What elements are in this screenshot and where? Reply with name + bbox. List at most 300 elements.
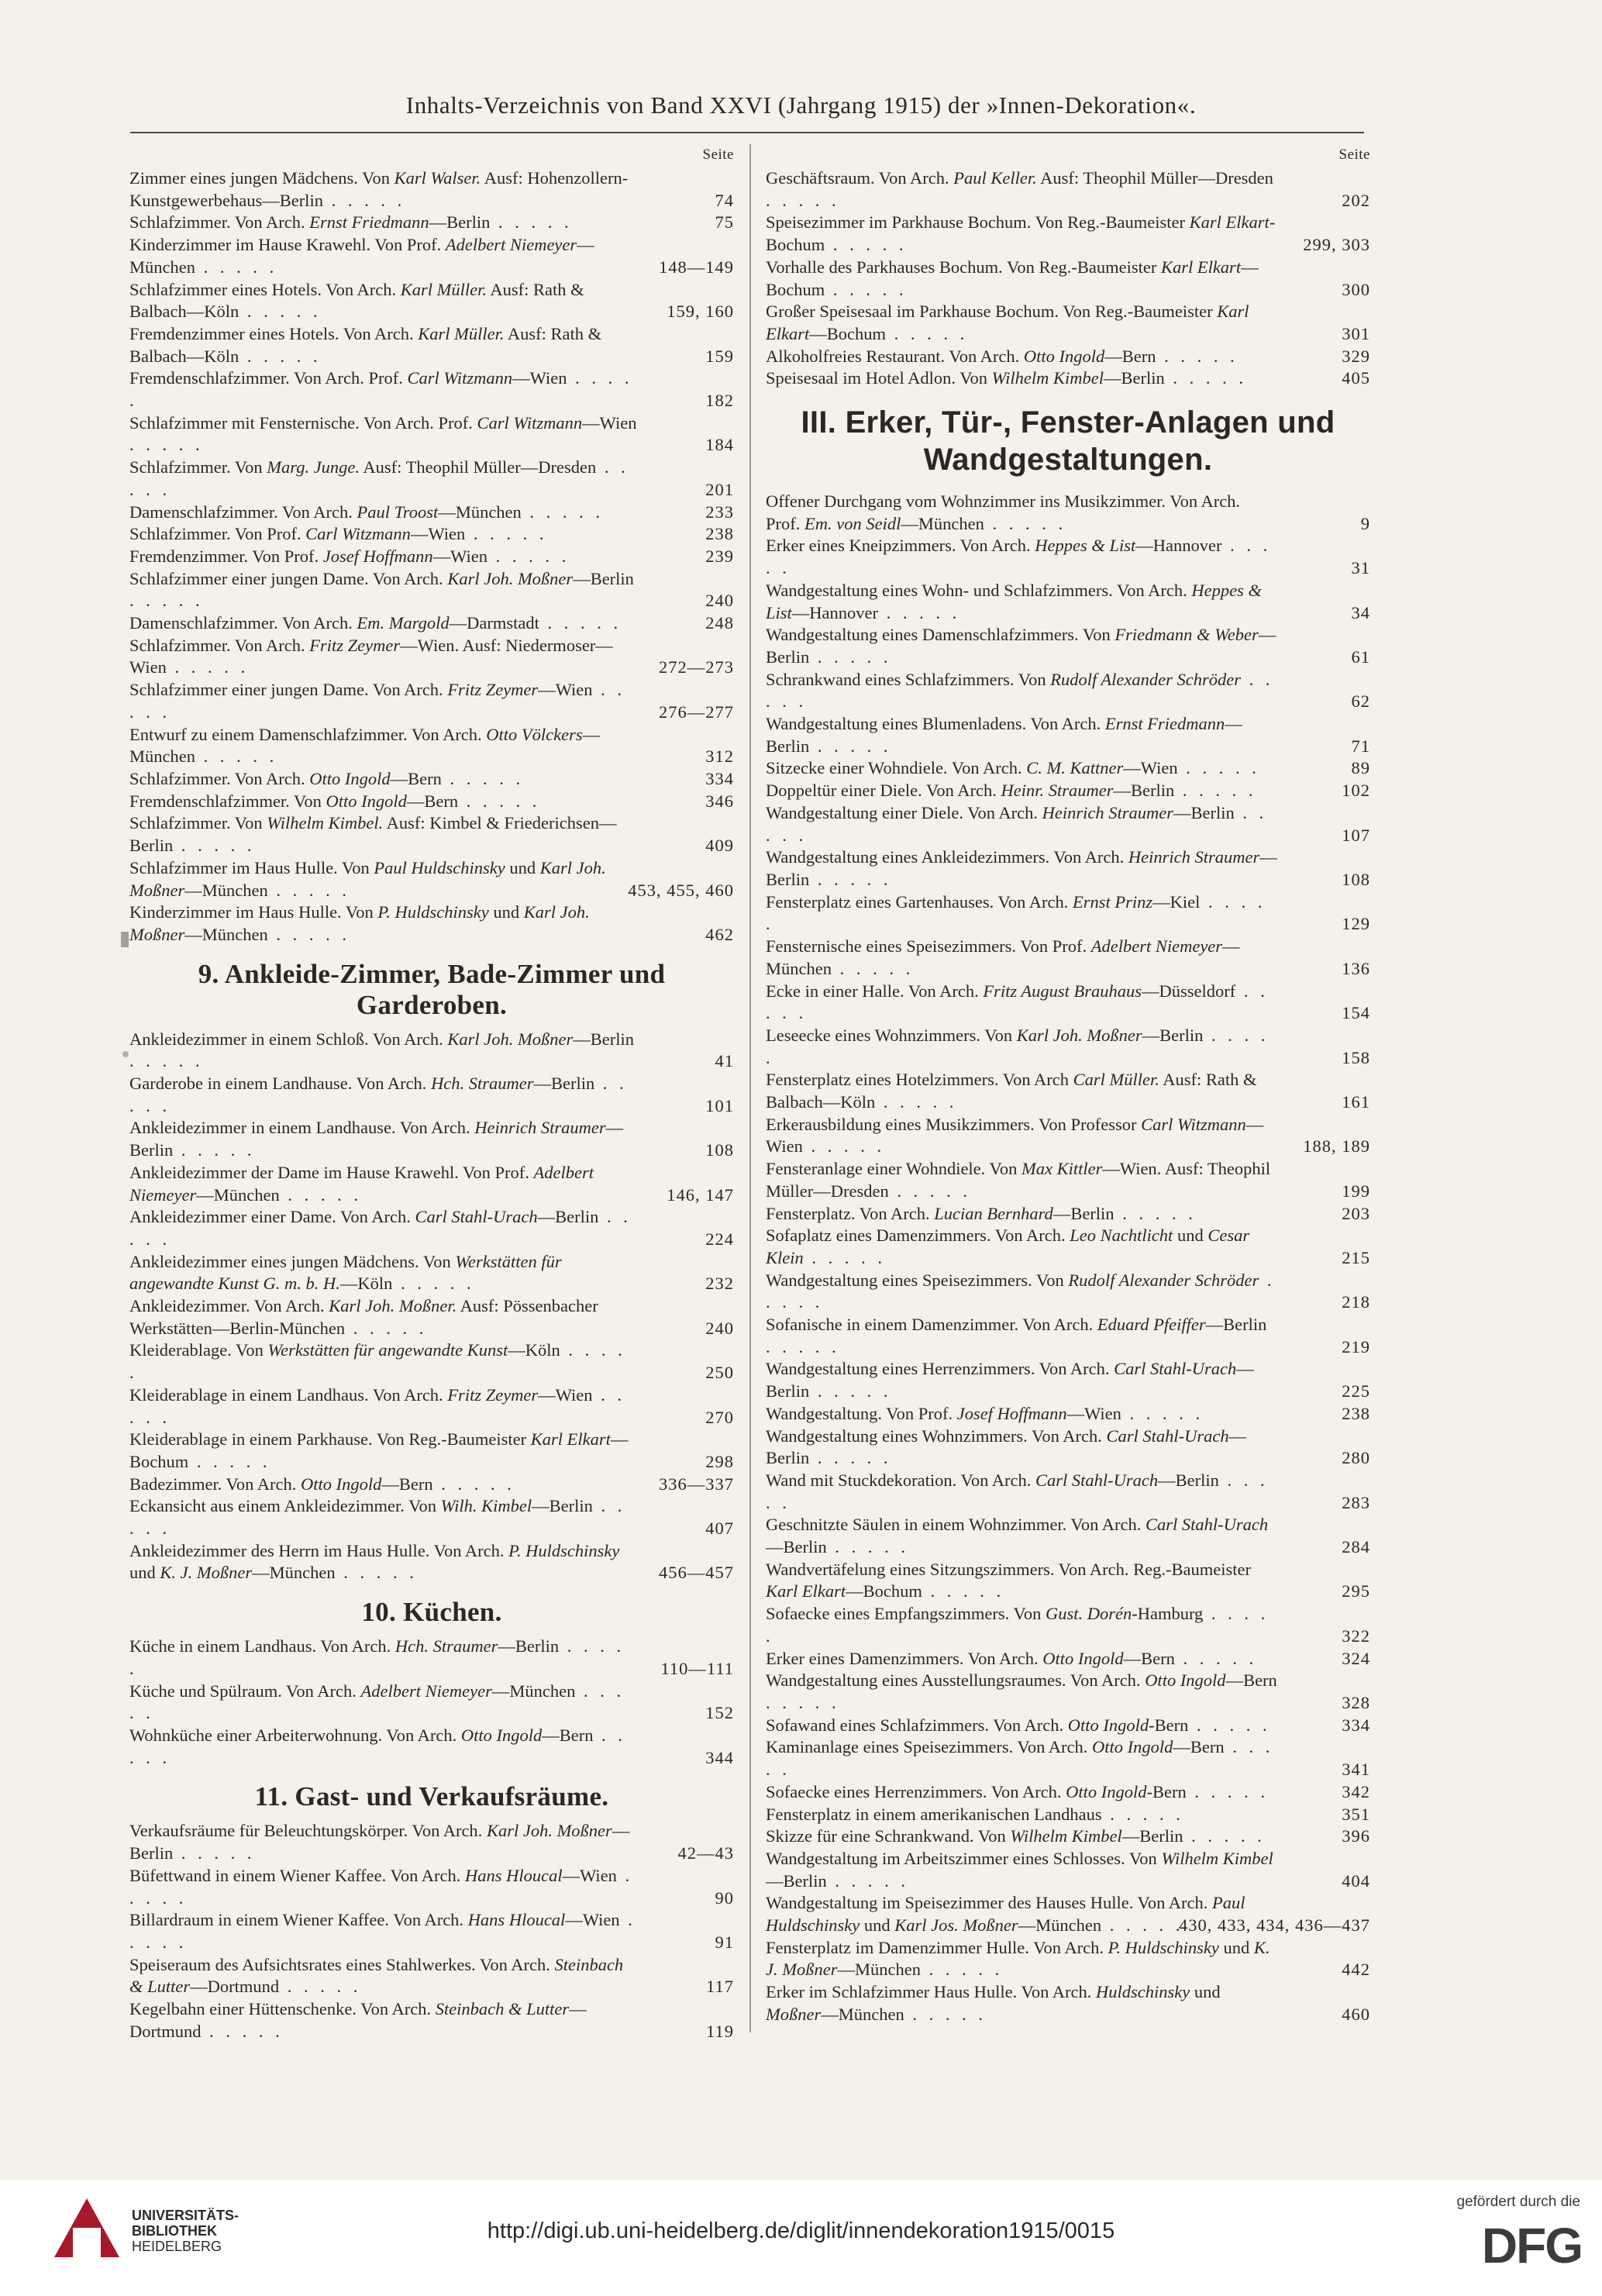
margin-dot <box>122 1051 129 1057</box>
entry-title: Ankleidezimmer eines jungen Mädchens. Von Werkstätten für angewandte Kunst G. m. b. H.—Köln <box>129 1251 562 1294</box>
entry-list <box>766 167 1370 390</box>
index-entry <box>766 1270 1370 1314</box>
entry-leader-dots: . . . . . <box>1156 346 1239 366</box>
entry-page-number: 301 <box>1342 323 1370 343</box>
index-entry <box>129 1909 734 1953</box>
entry-title: Fremdenschlafzimmer. Von Arch. Prof. Carl Witzmann—Wien <box>129 368 567 388</box>
index-entry <box>129 768 734 791</box>
entry-list <box>766 491 1370 2026</box>
entry-leader-dots: . . . . . <box>1164 368 1248 388</box>
index-entry <box>766 1559 1370 1603</box>
index-entry <box>129 1474 734 1496</box>
entry-title: Schlafzimmer eines Hotels. Von Arch. Karl Müller. Ausf: Rath & Balbach—Köln <box>129 279 584 322</box>
index-entry <box>129 412 734 457</box>
entry-leader-dots: . . . . . <box>239 302 322 322</box>
entry-leader-dots: . . . . . <box>345 1318 428 1338</box>
entry-page-number: 240 <box>705 591 734 611</box>
sponsor-text: gefördert durch die <box>1456 2194 1580 2210</box>
entry-page-number: 136 <box>1342 958 1370 978</box>
entry-page-number: 405 <box>1342 368 1370 388</box>
entry-leader-dots: . . . . . <box>766 190 840 210</box>
entry-title: Garderobe in einem Landhause. Von Arch. Hch. Straumer—Berlin <box>129 1074 595 1094</box>
entry-title: Fensterplatz eines Gartenhauses. Von Arch. Ernst Prinz—Kiel <box>766 891 1201 912</box>
entry-leader-dots: . . . . . <box>129 591 204 611</box>
entry-page-number: 324 <box>1342 1648 1370 1668</box>
entry-page-number: 238 <box>1342 1403 1370 1423</box>
entry-title: Billardraum in einem Wiener Kaffee. Von Arch. Hans Hloucal—Wien <box>129 1910 620 1930</box>
entry-leader-dots: . . . . . <box>173 836 256 856</box>
entry-title: Großer Speisesaal im Parkhause Bochum. Von Reg.-Baumeister Karl Elkart—Bochum <box>766 302 1249 343</box>
header-rule <box>130 132 1364 133</box>
entry-title: Speiseraum des Aufsichtsrates eines Stahlwerkes. Von Arch. Steinbach & Lutter—Dortmund <box>129 1954 624 1997</box>
entry-page-number: 31 <box>1351 558 1370 578</box>
index-entry <box>129 167 734 212</box>
entry-page-number: 341 <box>1342 1760 1370 1780</box>
section-heading-9: 9. Ankleide-Zimmer, Bade-Zimmer und Garderoben. <box>198 958 666 1020</box>
entry-leader-dots: . . . . . <box>766 669 1274 712</box>
entry-page-number: 129 <box>1342 914 1370 934</box>
entry-title: Küche in einem Landhaus. Von Arch. Hch. Straumer—Berlin <box>129 1636 560 1656</box>
entry-leader-dots: . . . . . <box>490 212 573 233</box>
index-entry <box>766 669 1370 713</box>
entry-title: Wandgestaltung im Arbeitszimmer eines Schlosses. Von Wilhelm Kimbel—Berlin <box>766 1848 1273 1891</box>
entry-title: Wandgestaltung eines Damenschlafzimmers. Von Friedmann & Weber—Berlin <box>766 625 1276 667</box>
entry-title: Ankleidezimmer in einem Schloß. Von Arch. Karl Joh. Moßner—Berlin <box>129 1029 634 1049</box>
entry-title: Schlafzimmer. Von Wilhelm Kimbel. Ausf: Kimbel & Friederichsen—Berlin <box>129 813 617 856</box>
entry-page-number: 342 <box>1342 1781 1370 1801</box>
index-entry <box>766 491 1370 535</box>
index-entry <box>766 1358 1370 1402</box>
index-entry <box>766 1981 1370 2025</box>
seite-label: Seite <box>702 147 734 163</box>
entry-title: Sitzecke einer Wohndiele. Von Arch. C. M. Kattner—Wien <box>766 758 1178 778</box>
entry-title: Doppeltür einer Diele. Von Arch. Heinr. Straumer—Berlin <box>766 781 1175 801</box>
entry-leader-dots: . . . . . <box>1101 1804 1184 1824</box>
index-entry <box>766 1114 1370 1158</box>
entry-leader-dots: . . . . . <box>766 1270 1276 1312</box>
entry-title: Büfettwand in einem Wiener Kaffee. Von Arch. Hans Hloucal—Wien <box>129 1865 617 1885</box>
index-entry <box>766 167 1370 212</box>
index-entry <box>129 1339 734 1384</box>
entry-title: Schlafzimmer einer jungen Dame. Von Arch. Fritz Zeymer—Wien <box>129 680 593 700</box>
index-entry <box>129 679 734 723</box>
entry-page-number: 152 <box>705 1703 734 1723</box>
entry-page-number: 248 <box>705 613 734 633</box>
entry-title: Alkoholfreies Restaurant. Von Arch. Otto Ingold—Bern <box>766 346 1156 366</box>
index-entry <box>766 1403 1370 1426</box>
entry-page-number: 61 <box>1351 646 1370 667</box>
entry-leader-dots: . . . . . <box>809 869 892 889</box>
entry-page-number: 119 <box>706 2021 734 2041</box>
entry-title: Wandgestaltung eines Herrenzimmers. Von Arch. Carl Stahl-Urach—Berlin <box>766 1359 1254 1401</box>
entry-title: Sofawand eines Schlafzimmers. Von Arch. Otto Ingold-Bern <box>766 1715 1189 1735</box>
entry-leader-dots: . . . . . <box>195 257 278 277</box>
entry-page-number: 344 <box>705 1747 734 1767</box>
entry-leader-dots: . . . . . <box>129 1074 628 1115</box>
footer-bar <box>0 2180 1602 2296</box>
entry-title: Offener Durchgang vom Wohnzimmer ins Musikzimmer. Von Arch. Prof. Em. von Seidl—München <box>766 491 1241 533</box>
entry-leader-dots: . . . . . <box>766 1336 840 1357</box>
index-entry <box>129 1954 734 1998</box>
entry-title: Wandgestaltung eines Speisezimmers. Von Rudolf Alexander Schröder <box>766 1270 1259 1290</box>
column-divider <box>749 144 751 2032</box>
entry-leader-dots: . . . . . <box>188 1451 271 1471</box>
index-entry <box>766 1715 1370 1737</box>
entry-title: Wand mit Stuckdekoration. Von Arch. Carl Stahl-Urach—Berlin <box>766 1470 1219 1490</box>
entry-title: Schlafzimmer im Haus Hulle. Von Paul Huldschinsky und Karl Joh. Moßner—München <box>129 857 606 900</box>
entry-page-number: 329 <box>1342 346 1370 366</box>
entry-leader-dots: . . . . . <box>766 1604 1270 1646</box>
entry-leader-dots: . . . . . <box>173 1843 256 1863</box>
index-entry <box>766 257 1370 301</box>
entry-title: Kleiderablage. Von Werkstätten für angewandte Kunst—Köln <box>129 1340 560 1360</box>
entry-leader-dots: . . . . . <box>129 1681 625 1723</box>
entry-page-number: 107 <box>1342 825 1370 845</box>
entry-page-number: 9 <box>1360 513 1370 533</box>
entry-title: Damenschlafzimmer. Von Arch. Em. Margold—Darmstadt <box>129 613 539 633</box>
index-entry <box>766 713 1370 757</box>
entry-page-number: 460 <box>1342 2004 1370 2024</box>
entry-page-number: 158 <box>1342 1047 1370 1067</box>
entry-leader-dots: . . . . . <box>1121 1403 1204 1423</box>
entry-title: Schlafzimmer. Von Marg. Junge. Ausf: Theophil Müller—Dresden <box>129 457 597 477</box>
index-entry <box>766 301 1370 345</box>
entry-leader-dots: . . . . . <box>766 1693 840 1712</box>
entry-title: Eckansicht aus einem Ankleidezimmer. Von Wilh. Kimbel—Berlin <box>129 1496 593 1516</box>
entry-leader-dots: . . . . . <box>195 746 278 767</box>
section-heading-10: 10. Küchen. <box>361 1597 502 1628</box>
entry-leader-dots: . . . . . <box>809 1381 892 1401</box>
index-entry <box>766 346 1370 368</box>
entry-title: Wandgestaltung im Speisezimmer des Hauses Hulle. Von Arch. Paul Huldschinsky und Karl Jos. Moßner—München <box>766 1893 1245 1936</box>
entry-title: Kinderzimmer im Hause Krawehl. Von Prof. Adelbert Niemeyer—München <box>129 235 594 277</box>
index-entry <box>766 1892 1370 1936</box>
entry-page-number: 71 <box>1351 736 1370 756</box>
entry-title: Wandgestaltung eines Wohnzimmers. Von Arch. Carl Stahl-Urach—Berlin <box>766 1426 1247 1468</box>
entry-page-number: 215 <box>1342 1247 1370 1267</box>
page-title: Inhalts-Verzeichnis von Band XXVI (Jahrgang 1915) der »Innen-Dekoration«. <box>405 91 1197 119</box>
entry-leader-dots: . . . . . <box>802 1136 886 1157</box>
entry-title: Ankleidezimmer des Herrn im Haus Hulle. Von Arch. P. Huldschinsky und K. J. Moßner—München <box>129 1540 620 1583</box>
entry-leader-dots: . . . . . <box>1183 1826 1266 1846</box>
index-entry <box>766 1426 1370 1470</box>
entry-leader-dots: . . . . . <box>803 1247 886 1267</box>
index-entry <box>129 1251 734 1295</box>
entry-title: Fremdenzimmer. Von Prof. Josef Hoffmann—Wien <box>129 546 487 566</box>
index-entry <box>766 1736 1370 1781</box>
entry-page-number: 219 <box>1342 1336 1370 1357</box>
right-column <box>766 146 1370 2026</box>
entry-leader-dots: . . . . . <box>1174 781 1257 801</box>
entry-leader-dots: . . . . . <box>809 646 892 667</box>
entry-leader-dots: . . . . . <box>129 435 204 455</box>
entry-title: Erker eines Kneipzimmers. Von Arch. Heppes & List—Hannover <box>766 536 1222 556</box>
entry-title: Wandgestaltung eines Ankleidezimmers. Von Arch. Heinrich Straumer—Berlin <box>766 847 1277 889</box>
entry-page-number: 201 <box>705 479 734 499</box>
entry-title: Leseecke eines Wohnzimmers. Von Karl Joh. Moßner—Berlin <box>766 1025 1204 1045</box>
entry-title: Wandgestaltung. Von Prof. Josef Hoffmann—Wien <box>766 1403 1121 1423</box>
entry-page-number: 89 <box>1351 758 1370 778</box>
index-entry <box>129 857 734 902</box>
entry-leader-dots: . . . . . <box>129 1496 626 1539</box>
entry-page-number: 41 <box>715 1051 734 1071</box>
entry-title: Schlafzimmer. Von Prof. Carl Witzmann—Wien <box>129 524 466 544</box>
entry-page-number: 299, 303 <box>1303 235 1370 255</box>
entry-title: Sofaecke eines Empfangszimmers. Von Gust. Dorén-Hamburg <box>766 1604 1204 1624</box>
entry-leader-dots: . . . . . <box>129 368 633 411</box>
entry-leader-dots: . . . . . <box>766 1025 1270 1067</box>
entry-leader-dots: . . . . . <box>539 613 622 633</box>
index-entry <box>766 1937 1370 1981</box>
entry-title: Badezimmer. Von Arch. Otto Ingold—Bern <box>129 1474 433 1494</box>
entry-page-number: 90 <box>715 1887 734 1908</box>
entry-leader-dots: . . . . . <box>392 1274 475 1294</box>
entry-leader-dots: . . . . . <box>166 657 250 677</box>
entry-page-number: 351 <box>1342 1804 1370 1824</box>
index-entry <box>129 1162 734 1206</box>
entry-title: Entwurf zu einem Damenschlafzimmer. Von Arch. Otto Völckers—München <box>129 724 601 767</box>
entry-leader-dots: . . . . . <box>826 1537 909 1557</box>
entry-leader-dots: . . . . . <box>432 1474 515 1494</box>
entry-title: Schrankwand eines Schlafzimmers. Von Rudolf Alexander Schröder <box>766 669 1242 689</box>
entry-title: Vorhalle des Parkhauses Bochum. Von Reg.-Baumeister Karl Elkart—Bochum <box>766 257 1259 299</box>
index-entry <box>766 1025 1370 1069</box>
entry-title: Fremdenzimmer eines Hotels. Von Arch. Karl Müller. Ausf: Rath & Balbach—Köln <box>129 323 602 366</box>
index-entry <box>766 780 1370 802</box>
entry-leader-dots: . . . . . <box>129 1865 634 1908</box>
library-name-line: UNIVERSITÄTS- <box>132 2208 239 2223</box>
entry-leader-dots: . . . . . <box>1177 758 1260 778</box>
entry-leader-dots: . . . . . <box>279 1184 362 1205</box>
entry-title: Wohnküche einer Arbeiterwohnung. Von Arch. Otto Ingold—Bern <box>129 1725 594 1745</box>
index-entry <box>766 580 1370 624</box>
entry-page-number: 161 <box>1342 1092 1370 1112</box>
entry-title: Damenschlafzimmer. Von Arch. Paul Troost—München <box>129 502 522 522</box>
index-entry <box>766 757 1370 780</box>
entry-page-number: 312 <box>705 746 734 767</box>
entry-page-number: 298 <box>705 1451 734 1471</box>
entry-page-number: 159 <box>705 346 734 366</box>
entry-page-number: 218 <box>1342 1292 1370 1312</box>
entry-page-number: 224 <box>705 1229 734 1249</box>
index-entry <box>129 1495 734 1539</box>
index-entry <box>766 1804 1370 1826</box>
index-entry <box>129 1725 734 1769</box>
left-column <box>129 146 734 2043</box>
entry-page-number: 239 <box>705 546 734 566</box>
index-entry <box>129 1384 734 1429</box>
entry-page-number: 199 <box>1342 1181 1370 1201</box>
entry-leader-dots: . . . . . <box>888 1181 971 1201</box>
entry-page-number: 62 <box>1351 691 1370 712</box>
entry-leader-dots: . . . . . <box>441 768 525 788</box>
entry-leader-dots: . . . . . <box>920 1960 1004 1980</box>
entry-title: Speisezimmer im Parkhause Bochum. Von Reg.-Baumeister Karl Elkart-Bochum <box>766 212 1276 255</box>
entry-leader-dots: . . . . . <box>267 880 350 900</box>
entry-page-number: 430, 433, 434, 436—437 <box>1179 1915 1370 1936</box>
entry-leader-dots: . . . . . <box>129 1725 627 1767</box>
entry-leader-dots: . . . . . <box>825 235 908 255</box>
section-heading-III: III. Erker, Tür-, Fenster-Anlagen und Wandgestaltungen. <box>801 405 1335 477</box>
entry-page-number: 232 <box>705 1274 734 1294</box>
entry-page-number: 442 <box>1342 1960 1370 1980</box>
entry-page-number: 184 <box>705 435 734 455</box>
entry-page-number: 276—277 <box>659 702 734 722</box>
entry-leader-dots: . . . . . <box>922 1581 1005 1601</box>
entry-leader-dots: . . . . . <box>129 1051 204 1071</box>
index-entry <box>766 367 1370 390</box>
entry-page-number: 74 <box>715 190 734 210</box>
index-entry <box>129 635 734 679</box>
entry-title: Sofaplatz eines Damenzimmers. Von Arch. Leo Nachtlicht und Cesar Klein <box>766 1226 1250 1267</box>
entry-title: Erker im Schlafzimmer Haus Hulle. Von Arch. Huldschinsky und Moßner—München <box>766 1982 1221 2024</box>
index-entry <box>129 1117 734 1161</box>
entry-leader-dots: . . . . . <box>984 513 1067 533</box>
entry-leader-dots: . . . . . <box>487 546 570 566</box>
entry-leader-dots: . . . . . <box>831 958 915 978</box>
entry-leader-dots: . . . . . <box>1188 1715 1271 1735</box>
entry-title: Ankleidezimmer der Dame im Hause Krawehl. Von Prof. Adelbert Niemeyer—München <box>129 1162 594 1205</box>
entry-page-number: 280 <box>1342 1448 1370 1468</box>
index-entry <box>129 1540 734 1584</box>
index-entry <box>129 457 734 501</box>
index-entry <box>766 1848 1370 1892</box>
entry-page-number: 270 <box>705 1407 734 1427</box>
index-entry <box>129 212 734 234</box>
entry-leader-dots: . . . . . <box>1101 1915 1184 1936</box>
entry-page-number: 240 <box>705 1318 734 1338</box>
entry-leader-dots: . . . . . <box>766 536 1272 578</box>
entry-page-number: 250 <box>705 1363 734 1383</box>
entry-title: Skizze für eine Schrankwand. Von Wilhelm Kimbel—Berlin <box>766 1826 1183 1846</box>
entry-leader-dots: . . . . . <box>825 279 908 299</box>
index-entry <box>129 812 734 857</box>
index-entry <box>129 1636 734 1680</box>
entry-page-number: 328 <box>1342 1693 1370 1712</box>
index-entry <box>129 523 734 546</box>
entry-page-number: 75 <box>715 212 734 233</box>
entry-leader-dots: . . . . . <box>1186 1781 1270 1801</box>
entry-leader-dots: . . . . . <box>458 791 541 811</box>
entry-title: Wandgestaltung eines Blumenladens. Von Arch. Ernst Friedmann—Berlin <box>766 714 1242 756</box>
index-entry <box>766 802 1370 846</box>
index-entry <box>129 1206 734 1250</box>
entry-title: Wandgestaltung einer Diele. Von Arch. Heinrich Straumer—Berlin <box>766 802 1235 822</box>
entry-page-number: 322 <box>1342 1625 1370 1646</box>
entry-page-number: 407 <box>705 1519 734 1539</box>
entry-title: Fensterplatz im Damenzimmer Hulle. Von Arch. P. Huldschinsky und K. J. Moßner—München <box>766 1937 1270 1980</box>
entry-title: Wandvertäfelung eines Sitzungszimmers. Von Arch. Reg.-Baumeister Karl Elkart—Bochum <box>766 1559 1251 1601</box>
entry-list <box>129 1820 734 2043</box>
entry-title: Kinderzimmer im Haus Hulle. Von P. Huldschinsky und Karl Joh. Moßner—München <box>129 902 590 944</box>
entry-page-number: 34 <box>1351 602 1370 622</box>
entry-page-number: 346 <box>705 791 734 811</box>
entry-page-number: 334 <box>1342 1715 1370 1735</box>
entry-list <box>129 1029 734 1585</box>
entry-title: Fensterplatz in einem amerikanischen Landhaus <box>766 1804 1102 1824</box>
entry-page-number: 456—457 <box>659 1563 734 1583</box>
index-entry <box>766 1781 1370 1804</box>
entry-page-number: 203 <box>1342 1203 1370 1223</box>
entry-leader-dots: . . . . . <box>1114 1203 1197 1223</box>
entry-leader-dots: . . . . . <box>279 1977 362 1997</box>
entry-leader-dots: . . . . . <box>129 1207 632 1249</box>
index-entry <box>766 936 1370 980</box>
entry-leader-dots: . . . . . <box>809 736 892 756</box>
index-entry <box>129 1998 734 2043</box>
entry-page-number: 146, 147 <box>667 1184 734 1205</box>
entry-title: Ankleidezimmer. Von Arch. Karl Joh. Moßner. Ausf: Pössenbacher Werkstätten—Berlin-München <box>129 1296 598 1338</box>
index-entry <box>766 212 1370 256</box>
entry-leader-dots: . . . . . <box>129 680 626 722</box>
dfg-logo[interactable]: DFG <box>1481 2218 1582 2274</box>
entry-title: Fensterplatz eines Hotelzimmers. Von Arch Carl Müller. Ausf: Rath & Balbach—Köln <box>766 1070 1257 1112</box>
margin-smudge <box>121 932 129 947</box>
index-entry <box>766 1514 1370 1558</box>
entry-leader-dots: . . . . . <box>267 924 350 944</box>
entry-page-number: 283 <box>1342 1492 1370 1512</box>
entry-leader-dots: . . . . . <box>904 2004 987 2024</box>
entry-title: Sofanische in einem Damenzimmer. Von Arch. Eduard Pfeiffer—Berlin <box>766 1315 1267 1335</box>
entry-page-number: 42—43 <box>677 1843 734 1863</box>
index-entry <box>129 1429 734 1473</box>
entry-page-number: 238 <box>705 524 734 544</box>
entry-page-number: 462 <box>705 924 734 944</box>
entry-leader-dots: . . . . . <box>465 524 548 544</box>
entry-leader-dots: . . . . . <box>129 457 629 499</box>
entry-leader-dots: . . . . . <box>1174 1648 1258 1668</box>
entry-title: Erker eines Damenzimmers. Von Arch. Otto Ingold—Bern <box>766 1648 1175 1668</box>
entry-page-number: 110—111 <box>660 1658 734 1678</box>
entry-page-number: 272—273 <box>659 657 734 677</box>
entry-title: Schlafzimmer. Von Arch. Ernst Friedmann—Berlin <box>129 212 491 233</box>
index-entry <box>766 535 1370 579</box>
index-entry <box>129 791 734 813</box>
index-entry <box>766 1225 1370 1269</box>
entry-title: Ankleidezimmer einer Dame. Von Arch. Carl Stahl-Urach—Berlin <box>129 1207 599 1227</box>
source-url-link[interactable]: http://digi.ub.uni-heidelberg.de/diglit/innendekoration1915/0015 <box>487 2218 1115 2243</box>
entry-page-number: 334 <box>705 768 734 788</box>
index-entry <box>766 1069 1370 1113</box>
entry-title: Fensterplatz. Von Arch. Lucian Bernhard—Berlin <box>766 1203 1115 1223</box>
entry-title: Kegelbahn einer Hüttenschenke. Von Arch. Steinbach & Lutter—Dortmund <box>129 1999 587 2041</box>
index-entry <box>129 323 734 367</box>
entry-title: Wandgestaltung eines Wohn- und Schlafzimmers. Von Arch. Heppes & List—Hannover <box>766 580 1263 622</box>
index-entry <box>766 1203 1370 1226</box>
entry-page-number: 396 <box>1342 1826 1370 1846</box>
entry-title: Kaminanlage eines Speisezimmers. Von Arch. Otto Ingold—Bern <box>766 1737 1225 1757</box>
index-entry <box>129 546 734 568</box>
index-entry <box>129 367 734 412</box>
entry-leader-dots: . . . . . <box>129 1636 625 1678</box>
entry-leader-dots: . . . . . <box>766 891 1266 934</box>
entry-page-number: 91 <box>715 1932 734 1952</box>
entry-title: Schlafzimmer. Von Arch. Otto Ingold—Bern <box>129 768 442 788</box>
library-name-line: BIBLIOTHEK <box>132 2223 217 2239</box>
entry-title: Küche und Spülraum. Von Arch. Adelbert Niemeyer—München <box>129 1681 576 1701</box>
entry-title: Schlafzimmer einer jungen Dame. Von Arch. Karl Joh. Moßner—Berlin <box>129 568 634 588</box>
index-entry <box>129 234 734 278</box>
entry-page-number: 300 <box>1342 279 1370 299</box>
entry-page-number: 225 <box>1342 1381 1370 1401</box>
entry-title: Kleiderablage in einem Landhaus. Von Arch. Fritz Zeymer—Wien <box>129 1384 593 1405</box>
entry-leader-dots: . . . . . <box>521 502 605 522</box>
entry-leader-dots: . . . . . <box>239 346 322 366</box>
entry-leader-dots: . . . . . <box>766 1737 1274 1780</box>
entry-title: Geschäftsraum. Von Arch. Paul Keller. Ausf: Theophil Müller—Dresden <box>766 168 1273 188</box>
index-entry <box>129 612 734 635</box>
seite-label: Seite <box>1338 147 1370 163</box>
